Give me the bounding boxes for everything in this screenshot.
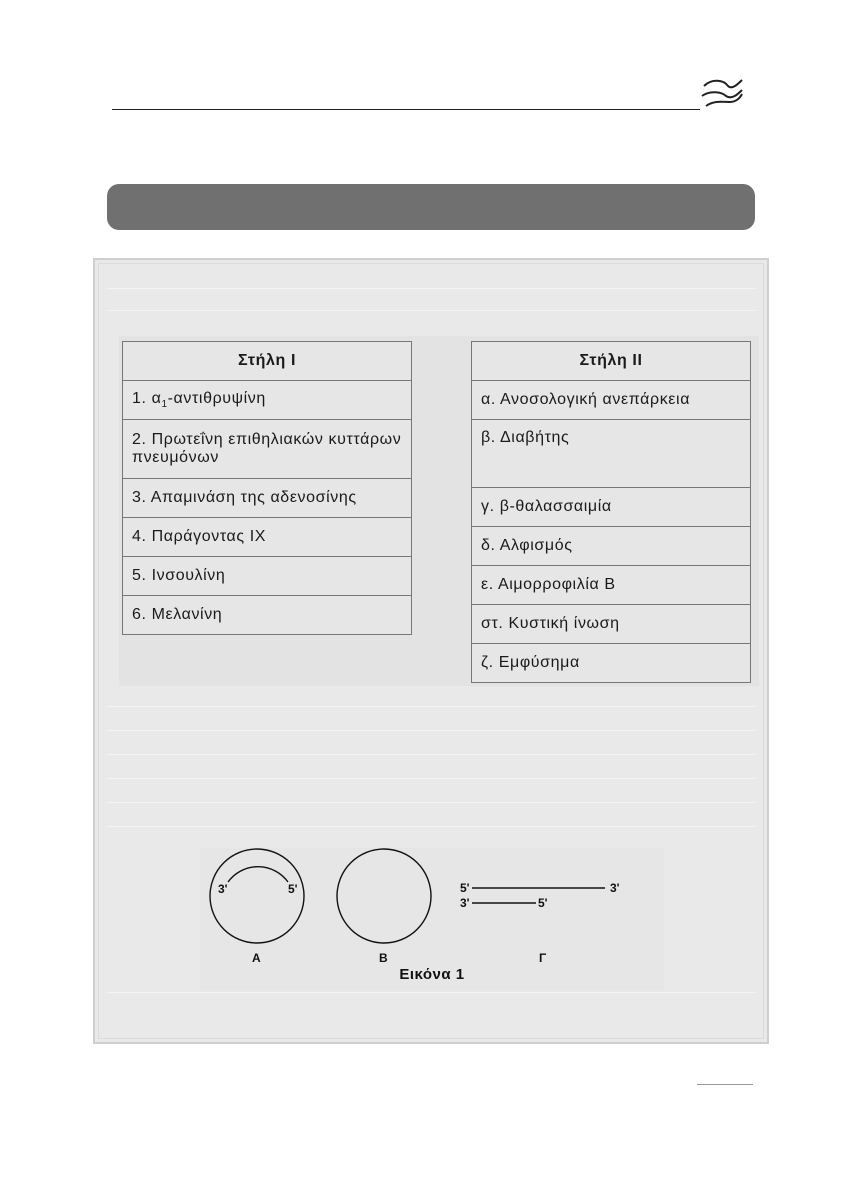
column-two-item: α. Ανοσολογική ανεπάρκεια	[472, 381, 751, 420]
text-line	[107, 778, 755, 779]
page-footer-rule	[697, 1084, 753, 1085]
label-c-bottom-right: 5'	[538, 896, 548, 910]
figure-1	[200, 848, 664, 990]
column-two-item: γ. β-θαλασσαιμία	[472, 488, 751, 527]
text-line	[107, 826, 755, 827]
column-two-item: β. Διαβήτης	[472, 420, 751, 488]
column-two-item: στ. Κυστική ίνωση	[472, 605, 751, 644]
column-two-item: ζ. Εμφύσημα	[472, 644, 751, 683]
column-one-item: 5. Ινσουλίνη	[123, 557, 412, 596]
figure-caption: Εικόνα 1	[399, 966, 465, 983]
text-line	[107, 992, 755, 993]
text-line	[107, 310, 755, 311]
label-c: Γ	[539, 951, 547, 965]
label-b: Β	[379, 951, 388, 965]
circle-b	[337, 849, 431, 943]
label-c-top-left: 5'	[460, 881, 470, 895]
column-one-item: 4. Παράγοντας ΙΧ	[123, 518, 412, 557]
column-two-table	[471, 341, 751, 683]
column-one-item: 6. Μελανίνη	[123, 596, 412, 635]
label-a-right: 5'	[288, 882, 298, 896]
arc-a-strand	[228, 867, 288, 882]
dove-logo-icon	[698, 72, 746, 116]
section-title-bar	[107, 184, 755, 230]
text-line	[107, 754, 755, 755]
column-two-item: ε. Αιμορροφιλία Β	[472, 566, 751, 605]
circle-a	[210, 849, 304, 943]
text-line	[107, 288, 755, 289]
label-c-top-right: 3'	[610, 881, 620, 895]
text-line	[107, 706, 755, 707]
column-one-item: 2. Πρωτεΐνη επιθηλιακών κυττάρων πνευμόνων	[123, 420, 412, 479]
label-a: Α	[252, 951, 261, 965]
label-c-bottom-left: 3'	[460, 896, 470, 910]
column-two-item: δ. Αλφισμός	[472, 527, 751, 566]
text-line	[107, 730, 755, 731]
column-one-item: 1. $\alpha_1$-αντιθρυψίνη	[123, 381, 412, 420]
text-line	[107, 802, 755, 803]
column-one-item: 3. Απαμινάση της αδενοσίνης	[123, 479, 412, 518]
label-a-left: 3'	[218, 882, 228, 896]
header-rule	[112, 109, 700, 110]
column-one-table	[122, 341, 412, 635]
column-one-header: Στήλη Ι	[123, 342, 412, 381]
column-two-header: Στήλη ΙΙ	[472, 342, 751, 381]
